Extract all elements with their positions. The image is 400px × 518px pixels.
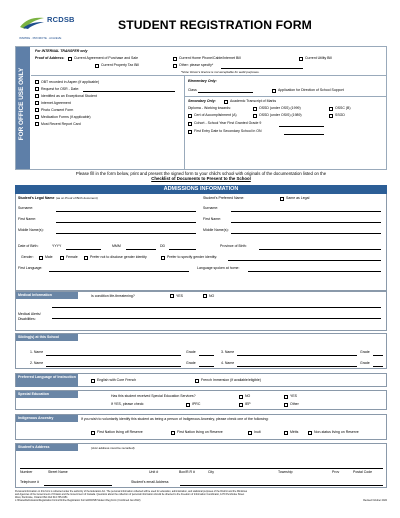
iep-label: IEP [245, 402, 251, 406]
special-yes-label: YES [290, 394, 298, 398]
first-language-label: First Language: [18, 266, 43, 270]
proof-checkbox-4[interactable] [95, 64, 99, 68]
prefer-specify-label: Prefer to specify gender identity: [167, 255, 218, 259]
medical-alerts-field-2[interactable] [52, 318, 381, 319]
proof-checkbox-5[interactable] [173, 64, 177, 68]
special-no-checkbox[interactable] [239, 395, 243, 399]
file-path: L:\Shared\Admissions\Registration Forms\Online Registration Forms\RCDSB Student Reg Form (Combined Jan 2022) [15, 498, 141, 502]
privacy-notice [15, 491, 387, 503]
special-ed-question: Has this student received Special Education Services? [111, 394, 196, 398]
ossd1999-checkbox[interactable] [253, 107, 257, 111]
indigenous-option-4: Métis [290, 430, 299, 434]
proof-checkbox-3[interactable] [299, 57, 303, 61]
indigenous-checkbox-2[interactable] [171, 431, 175, 435]
privacy-text-3: West, Pembroke, Ontario K8A 4G4 613-735-0151 [15, 495, 68, 499]
indigenous-checkbox-1[interactable] [91, 431, 95, 435]
first-language-field[interactable] [49, 271, 189, 272]
email-label: Student's email Address [131, 480, 169, 484]
cert-checkbox[interactable] [188, 114, 192, 118]
english-checkbox[interactable] [91, 379, 95, 383]
iep-checkbox[interactable] [239, 403, 243, 407]
special-if-yes-label: If YES, please check: [111, 402, 145, 406]
medical-yes-label: YES [176, 293, 184, 298]
sibling-4-grade-field[interactable] [373, 366, 383, 367]
number-label: Number [20, 470, 33, 474]
language-home-field[interactable] [248, 271, 381, 272]
life-threatening-label: Is condition life-threatening? [91, 293, 135, 298]
dob-month-field[interactable] [126, 249, 156, 250]
sibling-4-field[interactable] [237, 366, 357, 367]
indigenous-section [15, 414, 387, 440]
office-checkbox-photo[interactable] [35, 108, 39, 112]
indigenous-checkbox-5[interactable] [308, 431, 312, 435]
proof-option-1: Current Agreement of Purchase and Sale [74, 56, 139, 60]
sibling-1-label: 1. Name [30, 350, 44, 354]
proof-note: *Note: Driver's licence is not acceptable for audit purposes. [181, 69, 260, 74]
telephone-field[interactable] [44, 485, 112, 486]
registration-form [15, 12, 387, 502]
indigenous-option-5: Non-status living on Reserve [314, 430, 359, 434]
street-label: Street Name [48, 470, 68, 474]
pref-first-name-label: First Name: [203, 217, 222, 221]
gender-specify-field[interactable] [228, 260, 381, 261]
office-item-internet: Internet Agreement [41, 100, 71, 105]
email-field[interactable] [180, 485, 383, 486]
secondary-label: Secondary Only: [188, 99, 216, 103]
office-item-obt: OBT recorded in Aspen (if applicable) [41, 79, 100, 84]
logo-text: RCDSB [47, 15, 75, 24]
swoosh-icon [19, 16, 45, 30]
medical-no-checkbox[interactable] [203, 294, 207, 298]
iprc-checkbox[interactable] [186, 403, 190, 407]
district-logo [17, 12, 79, 46]
dob-year-field[interactable] [66, 249, 101, 250]
medical-no-label: NO [209, 293, 215, 298]
box-label: Box/R.R # [179, 470, 195, 474]
prefer-specify-checkbox[interactable] [161, 256, 165, 260]
special-education-label: Special Education [16, 391, 78, 398]
female-checkbox[interactable] [60, 256, 64, 260]
office-bar [16, 47, 30, 169]
dob-label: Date of Birth: [18, 244, 39, 248]
dob-mmm-label: MMM [112, 244, 121, 248]
app-direction-label: Application for Direction of School Support [278, 88, 344, 92]
office-use-section [15, 46, 387, 170]
proof-option-4: Current Property Tax Bill [101, 63, 139, 67]
office-checkbox-internet[interactable] [35, 101, 39, 105]
language-instruction-label: Preferred Language of Instruction [16, 374, 78, 387]
office-item-osr: Request for OSR - Date: [41, 86, 80, 91]
sibling-2-grade-label: Grade [186, 361, 196, 365]
prefer-not-checkbox[interactable] [84, 256, 88, 260]
male-checkbox[interactable] [39, 256, 43, 260]
postal-label: Postal Code [353, 470, 373, 474]
diploma-label: Diploma - Working towards: [188, 106, 231, 110]
siblings-section [15, 333, 387, 369]
proof-option-2: Current Home Phone/Cable/Internet Bill [179, 56, 241, 60]
class-label: Class [188, 88, 197, 92]
ossc-checkbox[interactable] [329, 107, 333, 111]
gender-label: Gender: [21, 255, 34, 259]
prefer-not-label: Prefer not to disclose gender identity [90, 255, 147, 259]
admissions-section [15, 194, 387, 291]
prov-label: Prov [332, 470, 340, 474]
cohort-label: Cohort - School Year First Granted Grade 9 [194, 121, 262, 125]
surname-field[interactable] [56, 211, 196, 212]
cert-label: Cert of Accomplishment (A) [194, 113, 237, 117]
address-line-field[interactable] [20, 468, 383, 469]
proof-option-5: Other: please specify* [179, 63, 214, 67]
elementary-label: Elementary Only: [188, 79, 217, 83]
proof-label: Proof of Address: [35, 56, 65, 60]
privacy-text-1: Personal information on this form is collected under the authority of the Education Act. The personal information collected will be used for education, administration, and statistical purposes of the District and the Ministries [15, 490, 248, 493]
office-item-photo: Photo Consent Form [41, 107, 74, 112]
revised-date: Revised October 2022 [363, 498, 387, 502]
first-name-label: First Name: [18, 217, 37, 221]
address-note: (civic address must be recorded) [91, 445, 135, 450]
telephone-label: Telephone # [20, 480, 40, 484]
sibling-1-grade-label: Grade [186, 350, 196, 354]
medical-yes-checkbox[interactable] [170, 294, 174, 298]
cohort-checkbox[interactable] [188, 122, 192, 126]
office-bar-label: FOR OFFICE USE ONLY [18, 67, 25, 141]
address-label: Student's Address [16, 444, 78, 451]
office-checkbox-report[interactable] [35, 122, 39, 126]
legal-name-note: (as on Proof of Birth document) [56, 196, 98, 201]
special-education-section [15, 390, 387, 410]
indigenous-option-2: First Nation living on Reserve [177, 430, 223, 434]
instructions-text: Please fill in the form below, print and present the signed form to your child's school with originals of the documentation listed on the [75, 171, 327, 176]
form-header [15, 12, 387, 46]
documents-checklist-link[interactable]: Checklist of Documents to Present to the School [151, 176, 251, 181]
indigenous-checkbox-4[interactable] [284, 431, 288, 435]
special-no-label: NO [245, 394, 251, 398]
indigenous-option-1: First Nation living off Reserve [97, 430, 143, 434]
academic-checkbox[interactable] [224, 100, 228, 104]
dob-day-field[interactable] [169, 249, 196, 250]
sibling-2-label: 2. Name [30, 361, 44, 365]
male-label: Male [45, 255, 53, 259]
office-checkbox-obt[interactable] [35, 80, 39, 84]
pref-surname-field[interactable] [231, 211, 381, 212]
other-label: Other [290, 402, 299, 406]
privacy-text-2: and Agencies of the Government of Ontario and the Government of Canada. Questions about the collection of personal information should be directed to the Freedom of Information Coordinator, 1270 Pembroke Street [15, 492, 245, 496]
indigenous-question: If you wish to voluntarily identify this student as being a person of Indigenous Ancestry, please check one of the following: [81, 416, 269, 421]
indigenous-label: Indigenous Ancestry [16, 415, 78, 422]
ssgd-checkbox[interactable] [329, 114, 333, 118]
special-yes-checkbox[interactable] [284, 395, 288, 399]
province-field[interactable] [259, 249, 381, 250]
ssgd-label: SSGD [335, 113, 345, 117]
ossd1989-checkbox[interactable] [253, 114, 257, 118]
other-checkbox[interactable] [284, 403, 288, 407]
english-label: English with Core French [97, 378, 137, 382]
instructions [15, 171, 387, 181]
dob-dd-label: DD [160, 244, 166, 248]
logo-tagline: INSPIRE · PROMOTE · ACHIEVE [19, 36, 62, 40]
language-instruction-section [15, 373, 387, 387]
medical-section [15, 291, 387, 331]
office-checkbox-medication[interactable] [35, 115, 39, 119]
office-checkbox-osr[interactable] [35, 87, 39, 91]
pref-first-name-field[interactable] [231, 222, 381, 223]
proof-checkbox-1[interactable] [68, 57, 72, 61]
proof-checkbox-2[interactable] [173, 57, 177, 61]
sibling-3-grade-label: Grade [360, 350, 370, 354]
city-label: City [208, 470, 215, 474]
middle-name-label: Middle Name(s): [18, 228, 44, 232]
dob-yyyy-label: YYYY [52, 244, 62, 248]
office-item-exceptional: Identified as an Exceptional Student [41, 93, 97, 98]
french-label: French Immersion (if available/eligible) [201, 378, 261, 382]
same-as-legal-checkbox[interactable] [280, 197, 284, 201]
first-entry-checkbox[interactable] [188, 130, 192, 134]
language-home-label: Language spoken at home: [197, 266, 240, 270]
sibling-3-field[interactable] [237, 355, 357, 356]
sibling-3-grade-field[interactable] [373, 355, 383, 356]
sibling-3-label: 3. Name [221, 350, 235, 354]
iprc-label: IPRC [192, 402, 201, 406]
township-label: Township [278, 470, 293, 474]
office-checkbox-exceptional[interactable] [35, 94, 39, 98]
pref-surname-label: Surname: [203, 206, 219, 210]
address-section [15, 443, 387, 488]
french-checkbox[interactable] [195, 379, 199, 383]
office-item-report: Most Recent Report Card [41, 121, 81, 126]
app-direction-checkbox[interactable] [272, 89, 276, 93]
internal-transfer-label: For INTERNAL TRANSFER only [35, 49, 88, 53]
legal-name-label: Student's Legal Name [18, 196, 55, 200]
province-label: Province of Birth: [220, 244, 247, 248]
siblings-label: Sibling(s) at this School [16, 334, 78, 341]
office-item-medication: Medication Forms (if applicable) [41, 114, 91, 119]
proof-option-3: Current Utility Bill [305, 56, 332, 60]
admissions-header: ADMISSIONS INFORMATION [15, 185, 387, 194]
academic-label: Academic Transcript of Marks [230, 99, 277, 103]
pref-middle-name-field[interactable] [231, 233, 381, 234]
first-name-field[interactable] [56, 222, 196, 223]
first-entry-label: First Entry Date to Secondary School in ON [194, 129, 262, 133]
indigenous-option-3: Inuit [254, 430, 261, 434]
female-label: Female [66, 255, 78, 259]
preferred-name-label: Student's Preferred Name: [203, 196, 245, 200]
ossd1989-label: OSSD (under OSIS) (1989) [259, 113, 302, 117]
page-title: STUDENT REGISTRATION FORM [118, 18, 312, 32]
same-as-legal-label: Same as Legal [286, 196, 310, 200]
pref-middle-name-label: Middle Name(s): [203, 228, 229, 232]
sibling-1-grade-field[interactable] [199, 355, 214, 356]
sibling-2-field[interactable] [46, 366, 181, 367]
sibling-4-grade-label: Grade [360, 361, 370, 365]
sibling-2-grade-field[interactable] [199, 366, 214, 367]
medical-label: Medical Information [16, 292, 78, 299]
surname-label: Surname: [18, 206, 34, 210]
unit-label: Unit # [149, 470, 159, 474]
ossc-label: OSSC (B) [335, 106, 351, 110]
middle-name-field[interactable] [56, 233, 196, 234]
indigenous-checkbox-3[interactable] [248, 431, 252, 435]
medical-alerts-field-1[interactable] [52, 307, 381, 308]
sibling-4-label: 4. Name [221, 361, 235, 365]
medical-alerts-label: Medical Alerts/ Disabilities: [18, 312, 41, 321]
ossd1999-label: OSSD (under OSS) (1999) [259, 106, 301, 110]
sibling-1-field[interactable] [46, 355, 181, 356]
